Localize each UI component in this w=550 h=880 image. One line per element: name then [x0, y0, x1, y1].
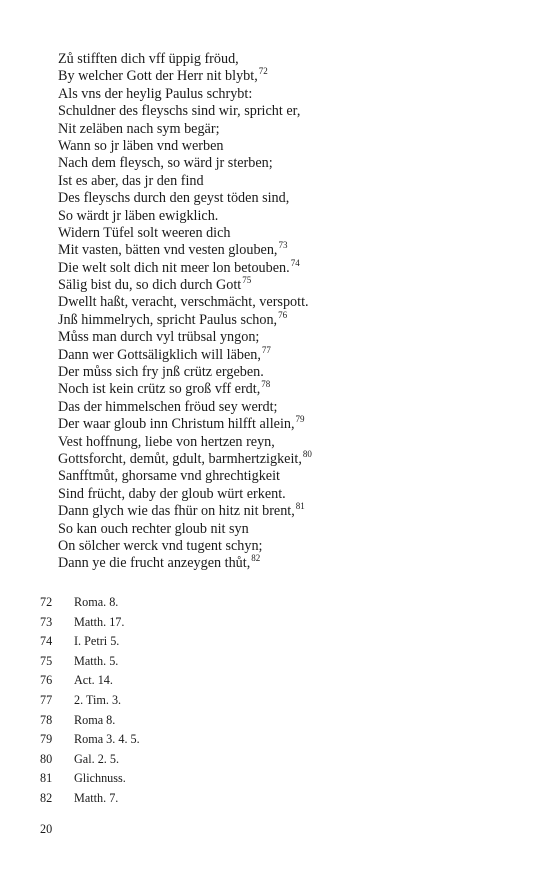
- verse-text: So kan ouch rechter gloub nit syn: [58, 520, 249, 537]
- verse-text: Des fleyschs durch den geyst töden sind,: [58, 190, 290, 207]
- verse-text: Als vns der heylig Paulus schrybt:: [58, 85, 253, 102]
- verse-line: [58, 503, 518, 520]
- verse-text: So wärdt jr läben ewigklich.: [58, 207, 219, 224]
- verse-text: Dann wer Gottsäligklich will läben,: [58, 346, 261, 363]
- footnote-item: [40, 691, 500, 711]
- footnote-number: 82: [40, 790, 53, 805]
- footnote-item: [40, 711, 500, 731]
- footnote-number: 75: [40, 653, 53, 668]
- verse-line: [58, 121, 518, 138]
- verse-line: [58, 399, 518, 416]
- footnote-marker[interactable]: 81: [295, 501, 305, 512]
- verse-line: [58, 103, 518, 120]
- verse-line: [58, 138, 518, 155]
- footnote-item: [40, 671, 500, 691]
- verse-line: [58, 434, 518, 451]
- verse-line: [58, 225, 518, 242]
- verse-line: [58, 208, 518, 225]
- footnote-item: [40, 613, 500, 633]
- footnote-reference: Matth. 17.: [74, 614, 125, 629]
- verse-text: Gottsforcht, demůt, gdult, barmhertzigkeit,: [58, 450, 302, 467]
- footnote-reference: I. Petri 5.: [74, 634, 120, 649]
- verse-text: Dann glych wie das fhür on hitz nit brent,: [58, 503, 295, 520]
- verse-line: [58, 257, 518, 277]
- verse-text: Schuldner des fleyschs sind wir, spricht er,: [58, 103, 301, 120]
- footnote-number: 79: [40, 732, 53, 747]
- footnote-marker[interactable]: 75: [242, 275, 252, 286]
- footnote-marker[interactable]: 74: [290, 257, 300, 268]
- footnote-reference: Matth. 7.: [74, 790, 119, 805]
- verse-line: [58, 51, 518, 68]
- verse-line: [58, 364, 518, 381]
- footnote-reference: Act. 14.: [74, 673, 113, 688]
- footnote-item: [40, 789, 500, 809]
- footnote-marker[interactable]: 78: [261, 379, 271, 390]
- footnote-marker[interactable]: 80: [302, 448, 312, 459]
- footnote-number: 80: [40, 751, 53, 766]
- footnote-number: 78: [40, 712, 53, 727]
- verse-text: Dwellt haßt, veracht, verschmächt, verspott.: [58, 294, 309, 311]
- footnote-marker[interactable]: 77: [261, 344, 271, 355]
- footnote-number: 73: [40, 614, 53, 629]
- verse-line: [58, 294, 518, 311]
- footnote-marker[interactable]: 82: [251, 553, 261, 564]
- verse-text: Ist es aber, das jr den find: [58, 172, 204, 189]
- verse-line: [58, 68, 518, 85]
- footnotes-list: [40, 593, 500, 809]
- footnote-item: [40, 652, 500, 672]
- verse-line: [58, 173, 518, 190]
- verse-line: [58, 155, 518, 172]
- verse-text: Die welt solt dich nit meer lon betouben.: [58, 259, 290, 276]
- verse-line: [58, 277, 518, 294]
- footnote-reference: Roma 8.: [74, 712, 116, 727]
- verse-line: [58, 381, 518, 398]
- footnote-reference: Glichnuss.: [74, 771, 126, 786]
- footnote-marker[interactable]: 73: [278, 240, 288, 251]
- verse-text: Wann so jr läben vnd werben: [58, 137, 224, 154]
- footnote-reference: Gal. 2. 5.: [74, 751, 120, 766]
- verse-text: Widern Tüfel solt weeren dich: [58, 224, 231, 241]
- verse-line: [58, 486, 518, 503]
- verse-line: [58, 555, 518, 572]
- verse-line: [58, 416, 518, 433]
- footnote-marker[interactable]: 76: [278, 309, 288, 320]
- footnote-number: 72: [40, 595, 53, 609]
- footnote-number: 81: [40, 771, 53, 786]
- verse-text: Das der himmelschen fröud sey werdt;: [58, 398, 278, 415]
- verse-line: [58, 468, 518, 485]
- footnote-item: [40, 730, 500, 750]
- verse-text: Můss man durch vyl trübsal yngon;: [58, 329, 260, 346]
- footnote-number: 74: [40, 634, 53, 649]
- verse-text: Mit vasten, bätten vnd vesten glouben,: [58, 242, 278, 259]
- verse-text: Sind frücht, daby der gloub würt erkent.: [58, 485, 286, 502]
- footnote-item: [40, 632, 500, 652]
- footnote-number: 77: [40, 692, 53, 707]
- verse-text: Sälig bist du, so dich durch Gott: [58, 277, 242, 294]
- verse-text: Der můss sich fry jnß crütz ergeben.: [58, 364, 264, 381]
- verse-line: [58, 190, 518, 207]
- page-number: 20: [40, 822, 53, 836]
- verse-text: Der waar gloub inn Christum hilfft allein,: [58, 416, 295, 433]
- footnote-item: [40, 769, 500, 789]
- verse-line: [58, 538, 518, 555]
- verse-text: Sanfftmůt, ghorsame vnd ghrechtigkeit: [58, 468, 280, 485]
- footnote-reference: Roma 3. 4. 5.: [74, 732, 140, 747]
- footnote-reference: Matth. 5.: [74, 653, 119, 668]
- footnote-marker[interactable]: 79: [295, 414, 305, 425]
- verse-text: On sölcher werck vnd tugent schyn;: [58, 537, 263, 554]
- verse-text: Nit zeläben nach sym begär;: [58, 120, 220, 137]
- verse-text: Noch ist kein crütz so groß vff erdt,: [58, 381, 261, 398]
- verse-text: Dann ye die frucht anzeygen thůt,: [58, 555, 251, 572]
- verse-text: Jnß himmelrych, spricht Paulus schon,: [58, 311, 278, 328]
- verse-line: [58, 329, 518, 346]
- verse-line: [58, 521, 518, 538]
- verse-line: [58, 448, 518, 468]
- footnote-reference: Roma. 8.: [74, 595, 119, 609]
- footnote-item: [40, 750, 500, 770]
- verse-line: [58, 344, 518, 364]
- footnote-number: 76: [40, 673, 53, 688]
- verse-text: Zů stifften dich vff üppig fröud,: [58, 51, 239, 67]
- footnote-marker[interactable]: 72: [258, 66, 268, 77]
- verse-text: Nach dem fleysch, so wärd jr sterben;: [58, 155, 273, 172]
- verse-text: Vest hoffnung, liebe von hertzen reyn,: [58, 433, 275, 450]
- verse-text: By welcher Gott der Herr nit blybt,: [58, 68, 258, 85]
- verse-line: [58, 309, 518, 329]
- poem-text: [58, 51, 518, 573]
- footnote-reference: 2. Tim. 3.: [74, 692, 122, 707]
- footnote-item: [40, 593, 500, 613]
- verse-line: [58, 242, 518, 259]
- verse-line: [58, 86, 518, 103]
